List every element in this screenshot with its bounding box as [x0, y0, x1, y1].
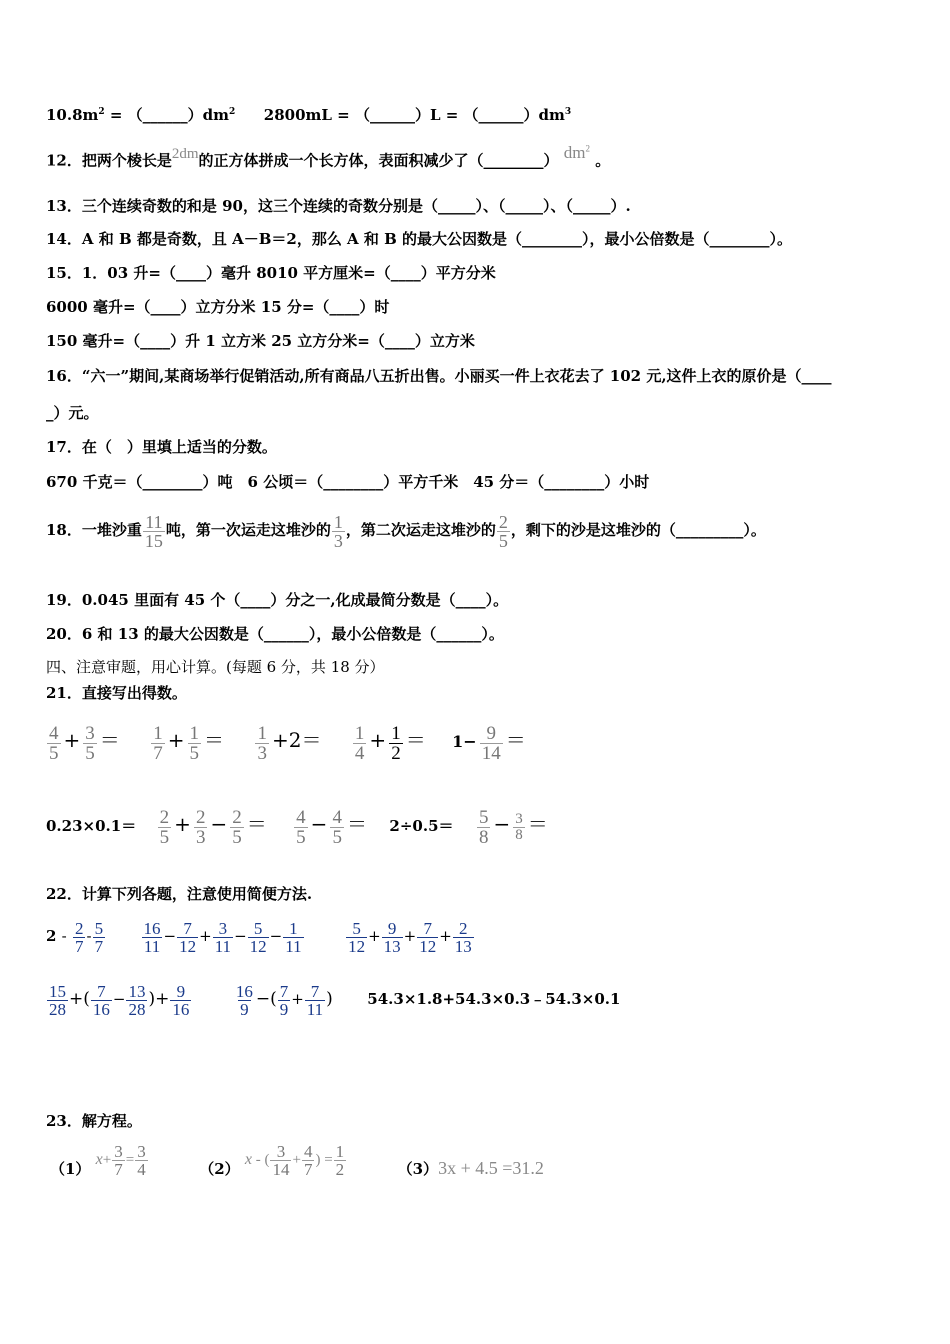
q22-row-1: 2 - $\frac{2}{7}$ - $\frac{5}{7}$ $\frac{16}{11}$ − $\frac{7}{12}$ + $\frac{3}{11}$ − $\frac{5}{12}$ − $\frac{1}{11}$ $\frac{5}{12}$ + $\frac{9}{13}$ + $\frac{7}{12}$ + $\frac{2}{13}$: [46, 918, 472, 956]
fraction: $\frac{7}{11}$: [306, 981, 324, 1019]
fraction: $\frac{15}{28}$: [49, 981, 66, 1019]
fraction: $\frac{1}{4}$: [354, 722, 365, 764]
q21-row-1: $\frac{4}{5}$ + $\frac{3}{5}$ ＝ $\frac{1}{7}$ + $\frac{1}{5}$ ＝ $\frac{1}{3}$ +2＝ $\frac{1}{4}$ + $\frac{1}{2}$ ＝ 1− $\frac{9}{14}$ ＝: [49, 722, 526, 764]
question-21: 21．直接写出得数。: [46, 684, 187, 702]
fraction: $\frac{2}{5}$: [159, 806, 170, 848]
fraction: $\frac{1}{5}$: [189, 722, 199, 764]
question-19: 19．0.045 里面有 45 个（____）分之一,化成最简分数是（____）。: [46, 591, 509, 609]
fraction: $\frac{7}{12}$: [179, 918, 197, 956]
q21-row-2: 0.23×0.1＝ $\frac{2}{5}$ + $\frac{2}{3}$ − $\frac{2}{5}$ ＝ $\frac{4}{5}$ − $\frac{4}{5}$ ＝ 2÷0.5＝ $\frac{5}{8}$ − $\frac{3}{8}$ ＝: [46, 806, 548, 848]
fraction: $\frac{3}{7}$: [114, 1141, 123, 1179]
fraction: $\frac{1}{3}$: [257, 722, 267, 764]
fraction: $\frac{2}{3}$: [195, 806, 206, 848]
fraction: $\frac{3}{14}$: [272, 1141, 290, 1179]
fraction: $\frac{4}{7}$: [303, 1141, 313, 1179]
fraction: $\frac{1}{2}$: [391, 722, 401, 764]
fraction: $\frac{1}{3}$: [333, 511, 343, 551]
question-22: 22．计算下列各题，注意使用简便方法.: [46, 885, 313, 903]
question-13: 13．三个连续奇数的和是 90，这三个连续的奇数分别是（_____）、（_____）、（_____）.: [46, 197, 631, 215]
fraction: $\frac{4}{5}$: [49, 722, 59, 764]
fraction: $\frac{1}{2}$: [335, 1141, 345, 1179]
question-15c: 150 毫升=（____）升 1 立方米 25 立方分米=（____）立方米: [46, 332, 475, 350]
fraction: $\frac{2}{13}$: [454, 918, 472, 956]
fraction: $\frac{5}{12}$: [249, 918, 267, 956]
question-17-items: 670 千克＝（________）吨 6 公顷＝（________）平方千米 45 分＝（________）小时: [46, 473, 650, 491]
fraction: $\frac{4}{5}$: [296, 806, 306, 848]
question-14: 14．A 和 B 都是奇数，且 A－B＝2，那么 A 和 B 的最大公因数是（________），最小公倍数是（________）。: [46, 230, 793, 248]
fraction: $\frac{5}{7}$: [94, 918, 104, 956]
question-15b: 6000 毫升=（____）立方分米 15 分=（____）时: [46, 298, 390, 316]
question-23: 23．解方程。: [46, 1112, 142, 1130]
fraction: $\frac{16}{11}$: [143, 918, 161, 956]
fraction: $\frac{3}{5}$: [85, 722, 95, 764]
fraction: $\frac{2}{5}$: [498, 511, 508, 551]
question-17: 17．在（ ）里填上适当的分数。: [46, 438, 277, 456]
fraction: $\frac{1}{11}$: [285, 918, 302, 956]
fraction: $\frac{2}{5}$: [232, 806, 242, 848]
question-15a: 15．1．03 升=（____）毫升 8010 平方厘米=（____）平方分米: [46, 264, 496, 282]
fraction: $\frac{7}{16}$: [92, 981, 110, 1019]
section-4-heading: 四、注意审题，用心计算。(每题 6 分，共 18 分）: [46, 658, 385, 676]
q23-equations: （1） x+ $\frac{3}{7}$ = $\frac{3}{4}$ （2） x - ( $\frac{3}{14}$ + $\frac{4}{7}$ ) = $\frac{1}{2}$ （3）3x + 4.5 =31.2: [50, 1141, 544, 1179]
fraction: $\frac{3}{8}$: [515, 810, 523, 843]
fraction: $\frac{13}{28}$: [128, 981, 146, 1019]
fraction: $\frac{5}{8}$: [478, 806, 489, 848]
question-18: 18．一堆沙重 $\frac{11}{15}$ 吨，第一次运走这堆沙的 $\frac{1}{3}$ ，第二次运走这堆沙的 $\frac{2}{5}$ ，剩下的沙是这堆沙的（_________）。: [46, 511, 766, 551]
fraction: $\frac{9}{16}$: [172, 981, 190, 1019]
fraction: $\frac{9}{14}$: [481, 722, 501, 764]
edge-length: 2dm: [171, 145, 199, 162]
fraction: $\frac{11}{15}$: [144, 511, 163, 551]
question-20: 20．6 和 13 的最大公因数是（______），最小公倍数是（______）。: [46, 625, 504, 643]
area-unit: $dm^2$: [563, 142, 591, 162]
fraction: $\frac{4}{5}$: [332, 806, 342, 848]
fraction: $\frac{3}{4}$: [137, 1141, 146, 1179]
fraction: $\frac{7}{9}$: [279, 981, 289, 1019]
question-11-line: $10.8m^2$ = $(\_\_\_\_\_\_)dm^2$ 2800mL = （______）L = $(\_\_\_\_\_\_)dm^3$: [46, 106, 572, 124]
fraction: $\frac{7}{12}$: [419, 918, 437, 956]
question-12: 12．把两个棱长是2dm的正方体拼成一个长方体，表面积减少了（________） $dm^2$ 。: [46, 142, 611, 170]
question-16-cont: _）元。: [46, 404, 99, 422]
q22-row-2: $\frac{15}{28}$ +( $\frac{7}{16}$ − $\frac{13}{28}$ )+ $\frac{9}{16}$ $\frac{16}{9}$ −( $\frac{7}{9}$ + $\frac{7}{11}$ ) 54.3×1.8+54.3×0.3﹣54.3×0.1: [49, 981, 621, 1019]
fraction: $\frac{16}{9}$: [235, 981, 253, 1019]
fraction: $\frac{1}{7}$: [153, 722, 163, 764]
fraction: $\frac{3}{11}$: [214, 918, 232, 956]
fraction: $\frac{2}{7}$: [74, 918, 84, 956]
fraction: $\frac{9}{13}$: [383, 918, 401, 956]
fraction: $\frac{5}{12}$: [348, 918, 366, 956]
question-16: 16．“六一”期间,某商场举行促销活动,所有商品八五折出售。小丽买一件上衣花去了 102 元,这件上衣的原价是（____: [46, 367, 832, 385]
